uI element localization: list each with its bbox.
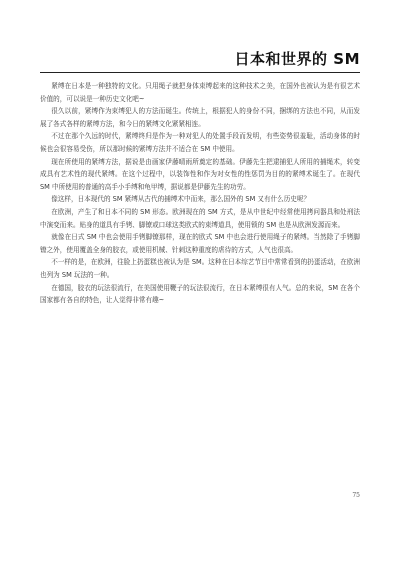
paragraph: 不过在那个久远的时代，紧缚终归是作为一种对犯人的处置手段而发明，有些姿势很羞耻，活动身体的时候也会很容易受伤，所以那时候的紧缚方法并不适合在 SM 中使用。	[40, 132, 360, 153]
paragraph: 在欧洲，产生了和日本不同的 SM 形态。欧洲现在的 SM 方式，是从中世纪中经常使用拷问器具和处刑法中演变而来。贴身的道具有手铐、脚镣或口球这类欧式的束缚道具，使用锁的 SM 也是从欧洲发源而来。	[40, 207, 360, 229]
paragraph: 在德国，胶衣的玩法很流行，在美国使用鞭子的玩法很流行，在日本紧缚很有人气。总的来说，SM 在各个国家都有各自的特色，让人觉得非常有趣~	[40, 283, 360, 305]
title-row	[40, 48, 360, 70]
paragraph: 现在所使用的紧缚方法，据说是由画家伊藤晴雨所奠定的基础。伊藤先生把逮捕犯人所用的捕绳术，转变成具有艺术性的现代紧缚。在这个过程中，以装饰性和作为对女性的性惩罚为目的的紧缚术诞生了。在现代 SM 中所使用的普通的高手小手缚和龟甲缚，据说都是伊藤先生的功劳。	[40, 157, 360, 191]
paragraph: 很久以前，紧缚作为束缚犯人的方法而诞生。传统上，根据犯人的身份不同，捆绑的方法也不同，从而发展了各式各样的紧缚方法，和今日的紧缚文化紧紧相连。	[40, 107, 360, 128]
article-body	[40, 80, 360, 307]
paragraph: 紧缚在日本是一种独特的文化。只用绳子就把身体束缚起来的这种技术之美，在国外也被认为是有很艺术价值的，可以说是一种历史文化吧~	[40, 82, 360, 103]
page-title: 日本和世界的 SM	[234, 50, 360, 68]
paragraph: 不一样的是，在欧洲，往脸上扔蛋糕也被认为是 SM。这种在日本综艺节目中常常看到的扔蛋活动，在欧洲也列为 SM 玩法的一种。	[40, 258, 360, 279]
paragraph: 像这样，日本现代的 SM 紧缚从古代的捕缚术中而来，那么国外的 SM 又有什么历史呢？	[51, 195, 311, 204]
page-number: 75	[352, 492, 360, 499]
paragraph: 就像在日式 SM 中也会使用手铐脚镣那样，现在的欧式 SM 中也会进行使用绳子的紧缚。当然除了手铐脚镣之外，使用覆盖全身的胶衣，或使用机械、针刺这种重度的虐待的方式，人气也很高。	[40, 233, 360, 254]
title-divider	[40, 72, 360, 73]
